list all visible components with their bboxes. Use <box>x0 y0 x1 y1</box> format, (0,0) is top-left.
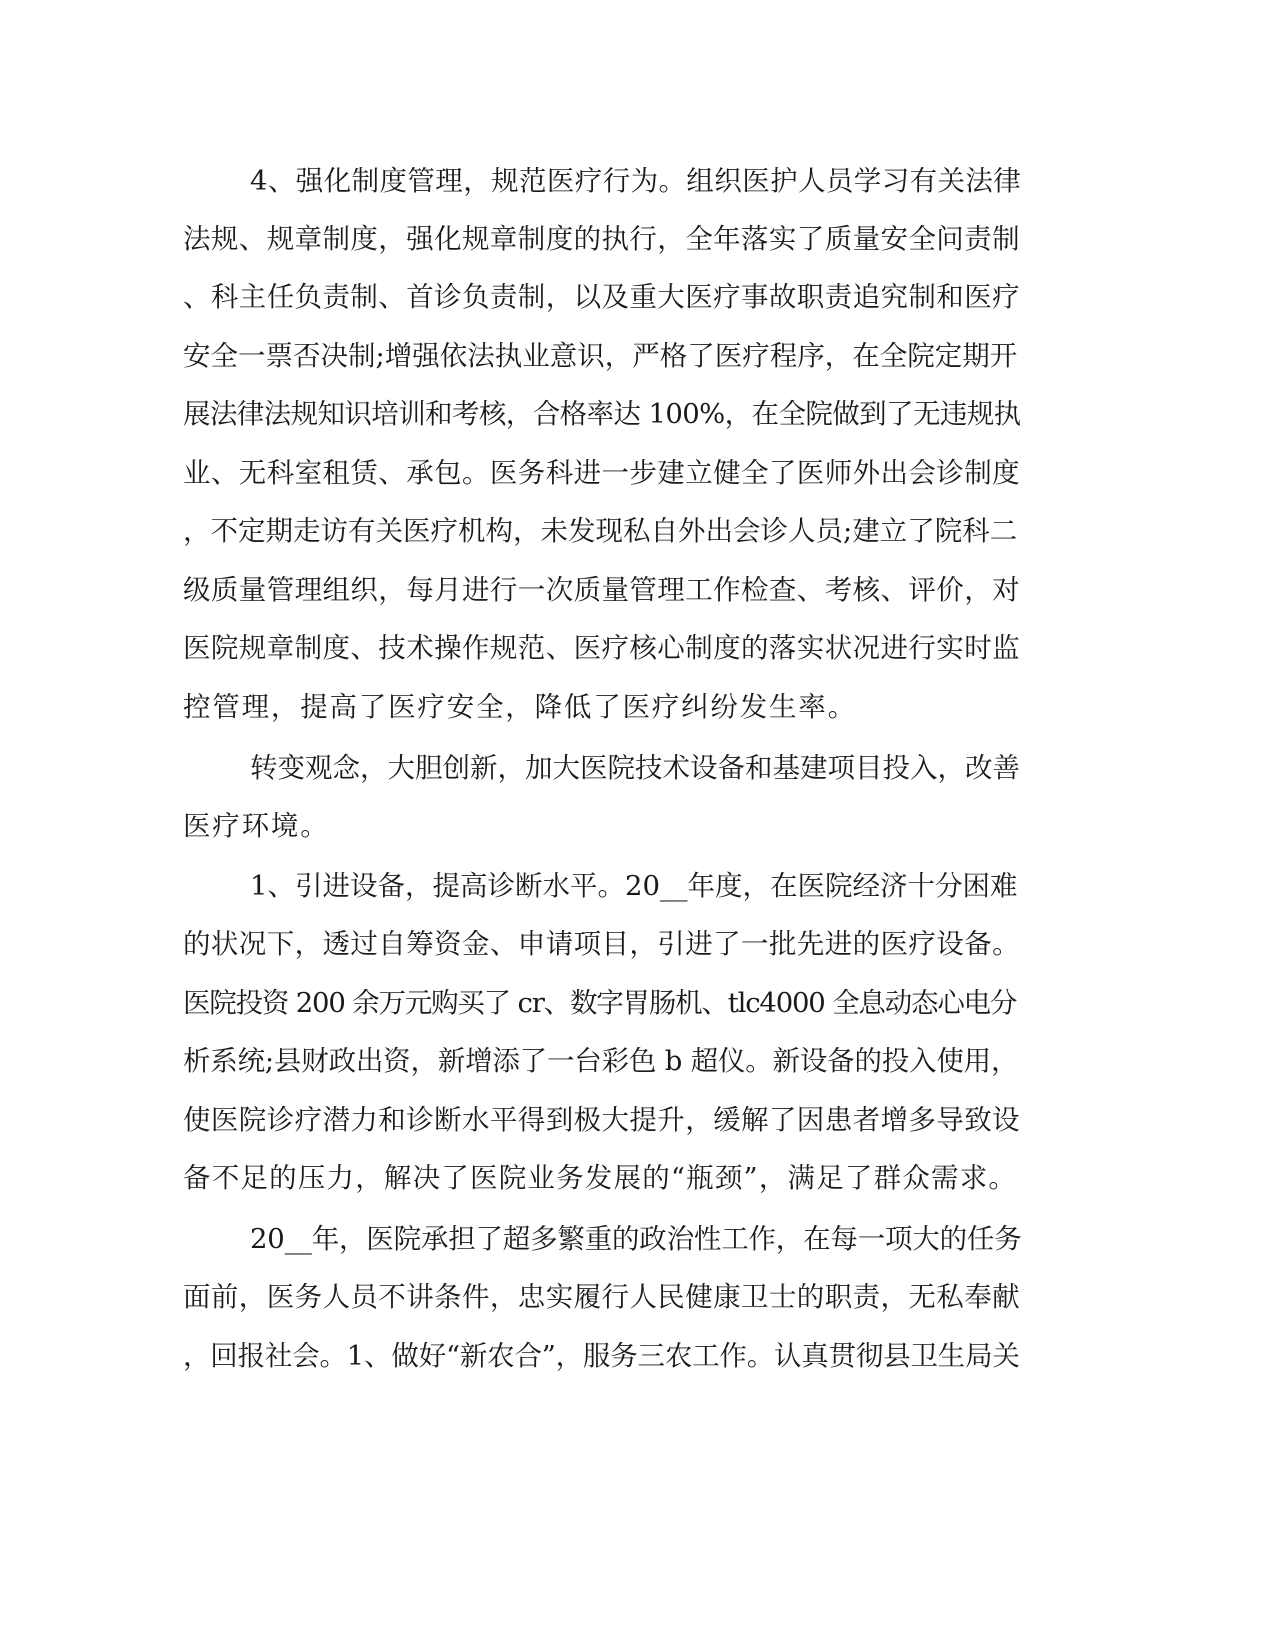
text-line: 医疗环境。 <box>183 810 330 842</box>
text-line: 控管理，提高了医疗安全，降低了医疗纠纷发生率。 <box>183 691 857 723</box>
text-line: 业、无科室租赁、承包。医务科进一步建立健全了医师外出会诊制度 <box>183 457 1020 489</box>
text-line: 面前，医务人员不讲条件，忠实履行人民健康卫士的职责，无私奉献 <box>183 1281 1020 1313</box>
text-line: 析系统;县财政出资，新增添了一台彩色 b 超仪。新设备的投入使用， <box>183 1045 1019 1077</box>
text-line: 安全一票否决制;增强依法执业意识，严格了医疗程序，在全院定期开 <box>183 340 1018 372</box>
text-line: 备不足的压力，解决了医院业务发展的“瓶颈”，满足了群众需求。 <box>183 1162 1018 1194</box>
text-line: 医院投资 200 余万元购买了 cr、数字胃肠机、tlc4000 全息动态心电分 <box>183 987 1017 1019</box>
text-line: 转变观念，大胆创新，加大医院技术设备和基建项目投入，改善 <box>250 752 1020 784</box>
text-line: 4、强化制度管理，规范医疗行为。组织医护人员学习有关法律 <box>250 165 1022 197</box>
text-line: 法规、规章制度，强化规章制度的执行，全年落实了质量安全问责制 <box>183 223 1020 255</box>
text-line: 展法律法规知识培训和考核，合格率达 100%，在全院做到了无违规执 <box>183 398 1021 430</box>
text-line: ，不定期走访有关医疗机构，未发现私自外出会诊人员;建立了院科二 <box>183 515 1018 547</box>
text-line: 20__年，医院承担了超多繁重的政治性工作，在每一项大的任务 <box>250 1223 1022 1255</box>
text-line: 级质量管理组织，每月进行一次质量管理工作检查、考核、评价，对 <box>183 574 1020 606</box>
text-line: ，回报社会。1、做好“新农合”，服务三农工作。认真贯彻县卫生局关 <box>183 1340 1020 1372</box>
text-line: 、科主任负责制、首诊负责制，以及重大医疗事故职责追究制和医疗 <box>183 281 1020 313</box>
text-line: 医院规章制度、技术操作规范、医疗核心制度的落实状况进行实时监 <box>183 632 1020 664</box>
text-line: 的状况下，透过自筹资金、申请项目，引进了一批先进的医疗设备。 <box>183 928 1020 960</box>
text-line: 1、引进设备，提高诊断水平。20__年度，在医院经济十分困难 <box>250 870 1018 902</box>
text-line: 使医院诊疗潜力和诊断水平得到极大提升，缓解了因患者增多导致设 <box>183 1104 1020 1136</box>
